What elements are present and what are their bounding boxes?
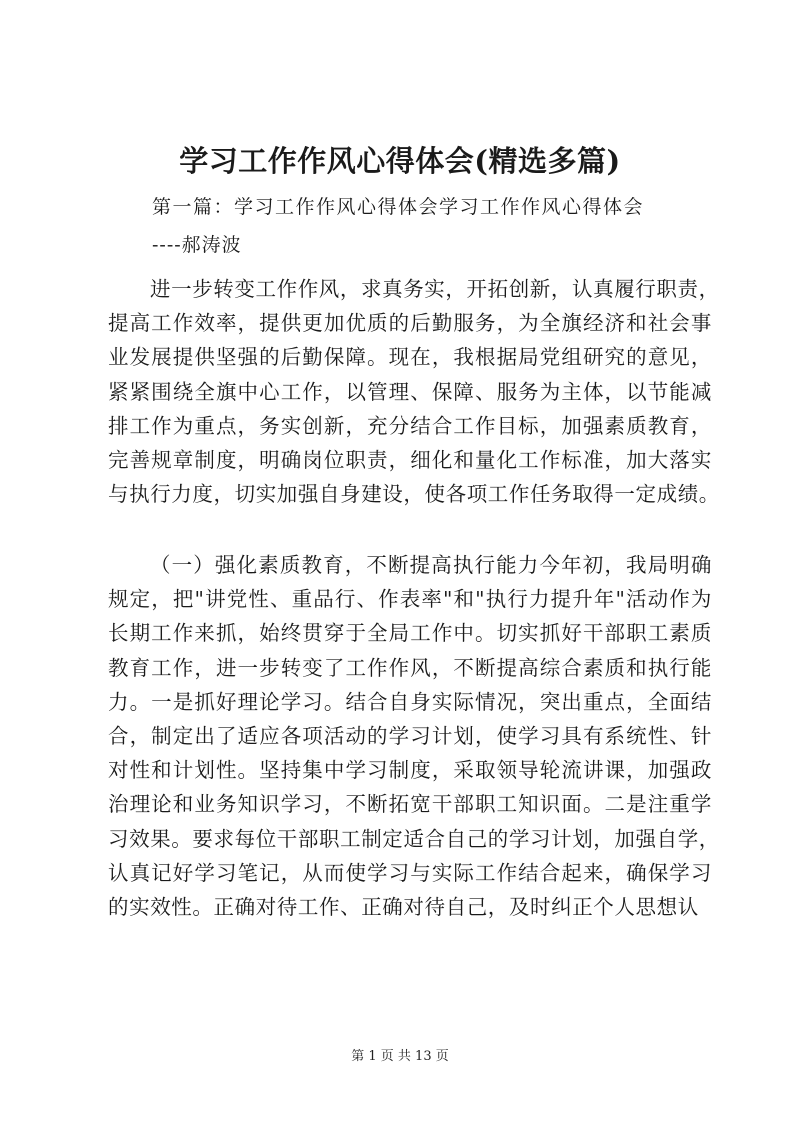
- paragraph-line: 业发展提供坚强的后勤保障。现在，我根据局党组研究的意见，: [108, 345, 712, 370]
- paragraph-line: 习效果。要求每位干部职工制定适合自己的学习计划，加强自学，: [108, 826, 720, 851]
- paragraph-line: 与执行力度，切实加强自身建设，使各项工作任务取得一定成绩。: [108, 482, 720, 507]
- paragraph-line: 对性和计划性。坚持集中学习制度，采取领导轮流讲课，加强政: [108, 758, 712, 783]
- paragraph-line: 紧紧围绕全旗中心工作，以管理、保障、服务为主体，以节能减: [108, 379, 712, 404]
- section-subtitle: 第一篇：学习工作作风心得体会学习工作作风心得体会: [152, 196, 645, 218]
- document-title: 学习工作作风心得体会(精选多篇): [179, 144, 621, 178]
- paragraph-line: 长期工作来抓，始终贯穿于全局工作中。切实抓好干部职工素质: [108, 621, 712, 646]
- paragraph-line: 教育工作，进一步转变了工作作风，不断提高综合素质和执行能: [108, 655, 712, 680]
- paragraph-line: 合，制定出了适应各项活动的学习计划，使学习具有系统性、针: [108, 724, 712, 749]
- paragraph-line: 的实效性。正确对待工作、正确对待自己，及时纠正个人思想认: [108, 895, 699, 920]
- paragraph-line: 治理论和业务知识学习，不断拓宽干部职工知识面。二是注重学: [108, 792, 712, 817]
- paragraph-line: 规定，把"讲党性、重品行、作表率"和"执行力提升年"活动作为: [108, 587, 712, 612]
- paragraph-1: [108, 272, 720, 511]
- paragraph-line: 进一步转变工作作风，求真务实，开拓创新，认真履行职责，: [150, 277, 720, 301]
- paragraph-line: （一）强化素质教育，不断提高执行能力今年初，我局明确: [150, 553, 712, 577]
- paragraph-line: 力。一是抓好理论学习。结合自身实际情况，突出重点，全面结: [108, 689, 712, 714]
- paragraph-line: 提高工作效率，提供更加优质的后勤服务，为全旗经济和社会事: [108, 311, 712, 336]
- paragraph-line: 完善规章制度，明确岗位职责，细化和量化工作标准，加大落实: [108, 448, 712, 473]
- paragraph-2: [108, 548, 720, 924]
- paragraph-line: 排工作为重点，务实创新，充分结合工作目标，加强素质教育，: [108, 413, 712, 438]
- paragraph-line: 认真记好学习笔记，从而使学习与实际工作结合起来，确保学习: [108, 860, 712, 885]
- author-line: ----郝涛波: [152, 234, 242, 256]
- page-footer: 第 1 页 共 13 页: [351, 1049, 449, 1064]
